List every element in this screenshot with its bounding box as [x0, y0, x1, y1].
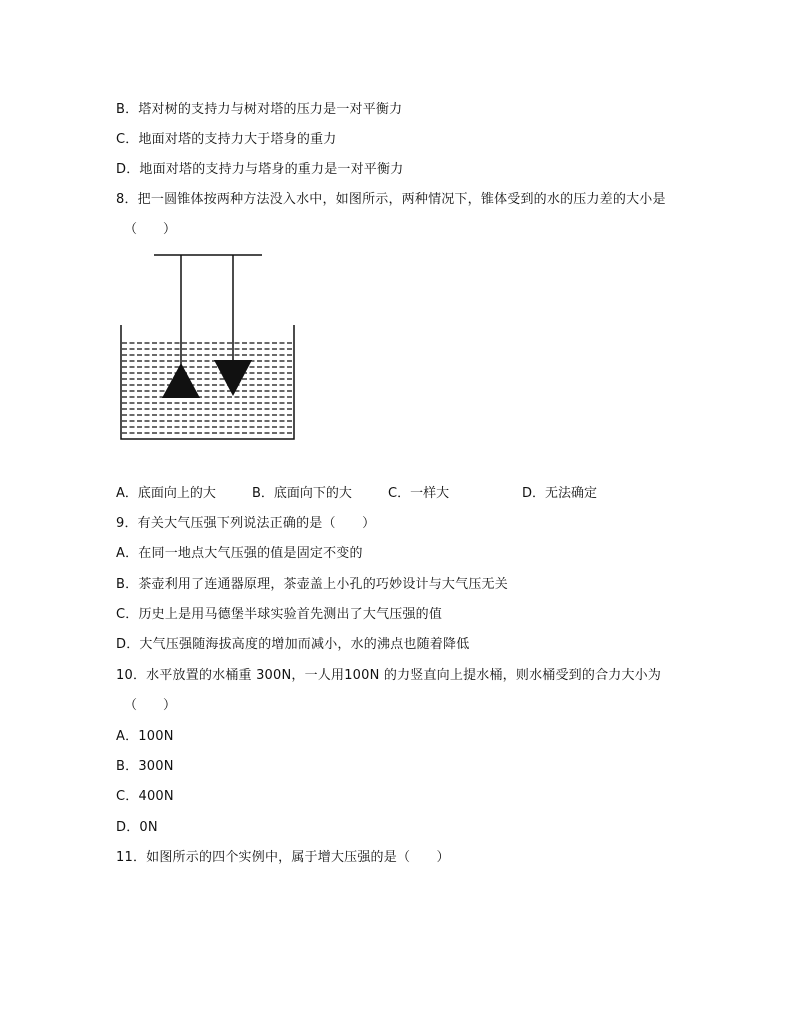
cone-in-water-diagram-icon	[116, 250, 300, 444]
q10-answer-blank: （ ）	[124, 698, 177, 713]
q10-stem: 10．水平放置的水桶重 300N，一人用100N 的力竖直向上提水桶，则水桶受到的合力大小为	[116, 668, 662, 683]
q7-option-c: C．地面对塔的支持力大于塔身的重力	[116, 132, 337, 147]
q9-option-d: D．大气压强随海拔高度的增加而减小，水的沸点也随着降低	[116, 637, 470, 652]
cone-base-down	[162, 363, 200, 398]
q9-option-b: B．茶壶利用了连通器原理，茶壶盖上小孔的巧妙设计与大气压无关	[116, 577, 508, 592]
water-surface	[122, 343, 293, 433]
q10-option-d: D．0N	[116, 820, 158, 835]
q8-option-b: B．底面向下的大	[252, 486, 352, 501]
q7-option-b: B．塔对树的支持力与树对塔的压力是一对平衡力	[116, 102, 403, 117]
q9-option-c: C．历史上是用马德堡半球实验首先测出了大气压强的值	[116, 607, 443, 622]
q8-option-a: A．底面向上的大	[116, 486, 216, 501]
q8-stem: 8．把一圆锥体按两种方法没入水中，如图所示，两种情况下，锥体受到的水的压力差的大小是	[116, 192, 666, 207]
q8-option-c: C．一样大	[388, 486, 450, 501]
q9-option-a: A．在同一地点大气压强的值是固定不变的	[116, 546, 363, 561]
q10-option-a: A．100N	[116, 729, 174, 744]
q7-option-d: D．地面对塔的支持力与塔身的重力是一对平衡力	[116, 162, 404, 177]
q8-option-d: D．无法确定	[522, 486, 598, 501]
q10-option-b: B．300N	[116, 759, 174, 774]
water-container	[121, 325, 294, 439]
q8-answer-blank: （ ）	[124, 222, 177, 237]
q11-stem: 11．如图所示的四个实例中，属于增大压强的是（ ）	[116, 850, 450, 865]
q10-option-c: C．400N	[116, 789, 174, 804]
q9-stem: 9．有关大气压强下列说法正确的是（ ）	[116, 516, 376, 531]
